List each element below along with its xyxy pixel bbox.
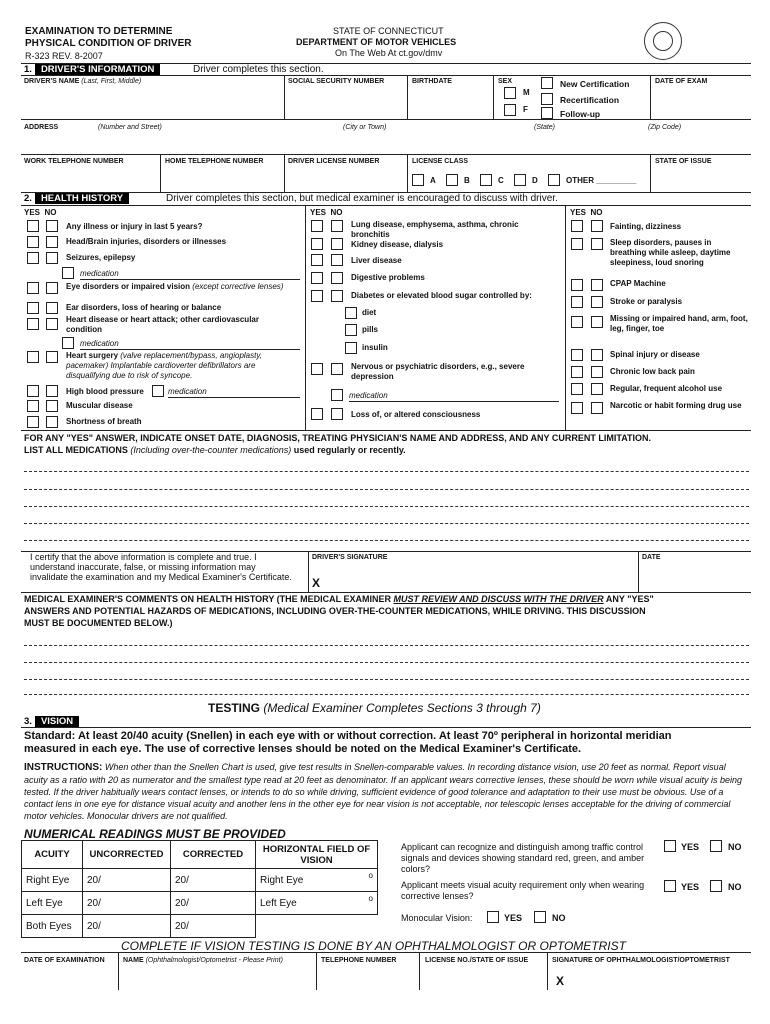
col2-yes-no-header: YES NO: [310, 208, 343, 217]
sleep-disorders-label: Sleep disorders, pauses in breathing while asleep, daytime sleepiness, loud snoring: [610, 238, 731, 267]
nervous-no-checkbox[interactable]: [331, 363, 343, 375]
sex-m-label: M: [523, 88, 530, 97]
address-label: ADDRESS: [24, 124, 59, 131]
stroke-yes-checkbox[interactable]: [571, 296, 583, 308]
history-line-3[interactable]: [24, 506, 749, 507]
monocular-yes-label: YES: [504, 913, 523, 923]
monocular-yes-checkbox[interactable]: [487, 911, 499, 923]
diabetes-pills-label: pills: [362, 325, 379, 334]
kidney-disease-label: Kidney disease, dialysis: [351, 240, 444, 249]
sex-f-label: F: [523, 105, 528, 114]
eye-no-checkbox[interactable]: [46, 282, 58, 294]
certification-statement: I certify that the above information is complete and true. I understand inaccurate, false, or missing information may invalidate the examination and my Medical Examiner's Certificate.: [30, 552, 292, 582]
stroke-label: Stroke or paralysis: [610, 297, 683, 306]
fainting-yes-checkbox[interactable]: [571, 220, 583, 232]
corrective-yes-label: YES: [681, 882, 700, 892]
cpap-no-checkbox[interactable]: [591, 279, 603, 291]
left-eye-uncorrected[interactable]: 20/: [83, 892, 171, 915]
corrective-no-checkbox[interactable]: [710, 880, 722, 892]
alcohol-no-checkbox[interactable]: [591, 383, 603, 395]
seizures-medication-checkbox[interactable]: [62, 267, 74, 279]
ophthalmologist-note: COMPLETE IF VISION TESTING IS DONE BY AN OPHTHALMOLOGIST OR OPTOMETRIST: [121, 939, 626, 953]
col3-yes-no-header: YES NO: [570, 208, 603, 217]
heart-surgery-yes-checkbox[interactable]: [27, 351, 39, 363]
numerical-readings-note: NUMERICAL READINGS MUST BE PROVIDED: [24, 827, 286, 841]
spinal-no-checkbox[interactable]: [591, 349, 603, 361]
vision-acuity-table: [21, 840, 378, 938]
blood-pressure-medication-checkbox[interactable]: [152, 385, 164, 397]
nervous-medication-label: medication: [349, 391, 388, 400]
eye-disorders-label: Eye disorders or impaired vision (except corrective lenses): [66, 282, 284, 291]
heart-medication-checkbox[interactable]: [62, 337, 74, 349]
digestive-problems-label: Digestive problems: [351, 273, 425, 282]
nervous-medication-checkbox[interactable]: [331, 389, 343, 401]
ssn-label: SOCIAL SECURITY NUMBER: [288, 78, 385, 85]
new-certification-label: New Certification: [560, 79, 630, 89]
signature-date-label: DATE: [642, 554, 661, 561]
heart-medication-label: medication: [80, 339, 119, 348]
color-yes-label: YES: [681, 842, 700, 852]
class-b-label: B: [464, 176, 470, 185]
date-of-exam-label: DATE OF EXAM: [655, 78, 708, 85]
section-2-note: Driver completes this section, but medical examiner is encouraged to discuss with driver.: [166, 193, 558, 204]
examiner-name-label: NAME (Ophthalmologist/Optometrist - Please Print): [123, 957, 283, 964]
muscular-no-checkbox[interactable]: [46, 400, 58, 412]
head-injury-label: Head/Brain injuries, disorders or illnesses: [66, 237, 227, 246]
acuity-header: ACUITY: [22, 841, 83, 869]
spinal-injury-label: Spinal injury or disease: [610, 350, 700, 359]
lung-no-checkbox[interactable]: [331, 220, 343, 232]
seizures-yes-checkbox[interactable]: [27, 252, 39, 264]
section-3-header: 3. VISION: [21, 716, 79, 727]
color-recognition-question: Applicant can recognize and distinguish among traffic control signals and devices showing standard red, green, and amber colors?: [401, 842, 645, 874]
consciousness-yes-checkbox[interactable]: [311, 408, 323, 420]
home-telephone-label: HOME TELEPHONE NUMBER: [165, 158, 264, 165]
blood-pressure-yes-checkbox[interactable]: [27, 385, 39, 397]
department-name: DEPARTMENT OF MOTOR VEHICLES: [296, 37, 457, 47]
right-eye-uncorrected[interactable]: 20/: [83, 869, 171, 892]
history-line-5[interactable]: [24, 540, 749, 541]
color-no-label: NO: [728, 842, 742, 852]
col1-yes-no-header: YES NO: [24, 208, 57, 217]
diabetes-label: Diabetes or elevated blood sugar controlled by:: [351, 291, 532, 300]
corrective-yes-checkbox[interactable]: [664, 880, 676, 892]
class-other-checkbox[interactable]: [548, 174, 560, 186]
color-yes-checkbox[interactable]: [664, 840, 676, 852]
license-number-label: DRIVER LICENSE NUMBER: [288, 158, 380, 165]
license-class-label: LICENSE CLASS: [412, 158, 469, 165]
street-hint: (Number and Street): [98, 124, 162, 131]
license-state-label: LICENSE NO./STATE OF ISSUE: [425, 957, 529, 964]
digestive-no-checkbox[interactable]: [331, 272, 343, 284]
heart-no-checkbox[interactable]: [46, 318, 58, 330]
driver-signature-field[interactable]: X: [312, 576, 321, 590]
form-title-line1: EXAMINATION TO DETERMINE: [25, 26, 173, 37]
head-injury-no-checkbox[interactable]: [46, 236, 58, 248]
state-seal-logo: [644, 22, 682, 60]
examiner-comments-header-2: ANSWERS AND POTENTIAL HAZARDS OF MEDICATIONS, INCLUDING OVER-THE-COUNTER MEDICATIONS, WHILE DRIVING. THIS DISCUSSION: [24, 606, 646, 616]
new-certification-checkbox[interactable]: [541, 77, 553, 89]
diabetes-diet-label: diet: [362, 308, 377, 317]
section-1-header: 1. DRIVER'S INFORMATION: [21, 64, 160, 75]
eye-yes-checkbox[interactable]: [27, 282, 39, 294]
list-medications-instruction: LIST ALL MEDICATIONS (Including over-the-counter medications) used regularly or recently.: [24, 445, 406, 455]
history-line-2[interactable]: [24, 489, 749, 490]
breath-yes-checkbox[interactable]: [27, 416, 39, 428]
recertification-checkbox[interactable]: [541, 93, 553, 105]
fainting-label: Fainting, dizziness: [610, 222, 682, 231]
consciousness-label: Loss of, or altered consciousness: [351, 410, 481, 419]
followup-label: Follow-up: [560, 109, 601, 119]
state-name: STATE OF CONNECTICUT: [333, 26, 444, 36]
missing-limb-label: Missing or impaired hand, arm, foot, leg, finger, toe: [610, 314, 748, 333]
back-pain-label: Chronic low back pain: [610, 367, 695, 376]
state-hint: (State): [534, 124, 556, 131]
recertification-label: Recertification: [560, 95, 620, 105]
comments-line-3[interactable]: [24, 679, 749, 680]
diabetes-insulin-label: insulin: [362, 343, 388, 352]
comments-line-4[interactable]: [24, 694, 749, 695]
sex-f-checkbox[interactable]: [504, 104, 516, 116]
cpap-label: CPAP Machine: [610, 279, 666, 288]
class-c-checkbox[interactable]: [480, 174, 492, 186]
city-hint: (City or Town): [343, 124, 387, 131]
back-pain-no-checkbox[interactable]: [591, 366, 603, 378]
sleep-yes-checkbox[interactable]: [571, 238, 583, 250]
narcotic-yes-checkbox[interactable]: [571, 402, 583, 414]
class-a-label: A: [430, 176, 436, 185]
class-d-checkbox[interactable]: [514, 174, 526, 186]
class-b-checkbox[interactable]: [446, 174, 458, 186]
yes-answer-instruction: FOR ANY "YES" ANSWER, INDICATE ONSET DATE, DIAGNOSIS, TREATING PHYSICIAN'S NAME AND ADDRESS, AND ANY CURRENT LIMITATION.: [24, 433, 652, 443]
both-eyes-label: Both Eyes: [22, 915, 83, 938]
spinal-yes-checkbox[interactable]: [571, 349, 583, 361]
illness-no-checkbox[interactable]: [46, 220, 58, 232]
examiner-signature-field[interactable]: X: [556, 974, 565, 988]
work-telephone-label: WORK TELEPHONE NUMBER: [24, 158, 124, 165]
kidney-no-checkbox[interactable]: [331, 238, 343, 250]
monocular-no-checkbox[interactable]: [534, 911, 546, 923]
digestive-yes-checkbox[interactable]: [311, 272, 323, 284]
blood-pressure-no-checkbox[interactable]: [46, 385, 58, 397]
ear-disorders-label: Ear disorders, loss of hearing or balance: [66, 303, 222, 312]
right-eye-field[interactable]: Right Eye o: [256, 869, 378, 892]
diabetes-pills-checkbox[interactable]: [345, 324, 357, 336]
sex-m-checkbox[interactable]: [504, 87, 516, 99]
driver-signature-label: DRIVER'S SIGNATURE: [312, 554, 388, 561]
zip-hint: (Zip Code): [648, 124, 682, 131]
muscular-disease-label: Muscular disease: [66, 401, 133, 410]
diabetes-diet-checkbox[interactable]: [345, 307, 357, 319]
left-eye-corrected[interactable]: 20/: [171, 892, 256, 915]
left-eye-field[interactable]: Left Eye o: [256, 892, 378, 915]
followup-checkbox[interactable]: [541, 107, 553, 119]
lung-disease-label: Lung disease, emphysema, asthma, chronic bronchitis: [351, 220, 519, 239]
both-eyes-uncorrected[interactable]: 20/: [83, 915, 171, 938]
vision-standard-line1: Standard: At least 20/40 acuity (Snellen) in each eye with or without correction. At least 70º peripheral in horizontal meridian: [24, 730, 672, 742]
examiner-comments-header-1: MEDICAL EXAMINER'S COMMENTS ON HEALTH HISTORY (THE MEDICAL EXAMINER MUST REVIEW AND DISCUSS WITH THE DRIVER ANY "YES": [24, 594, 654, 604]
monocular-vision-label: Monocular Vision:: [401, 913, 473, 923]
liver-yes-checkbox[interactable]: [311, 254, 323, 266]
head-injury-yes-checkbox[interactable]: [27, 236, 39, 248]
comments-line-2[interactable]: [24, 662, 749, 663]
telephone-label: TELEPHONE NUMBER: [321, 957, 397, 964]
left-eye-label: Left Eye: [22, 892, 83, 915]
right-eye-corrected[interactable]: 20/: [171, 869, 256, 892]
field-of-vision-header: HORIZONTAL FIELD OF VISION: [256, 841, 378, 869]
class-c-label: C: [498, 176, 504, 185]
corrected-header: CORRECTED: [171, 841, 256, 869]
lung-yes-checkbox[interactable]: [311, 220, 323, 232]
monocular-no-label: NO: [552, 913, 566, 923]
alcohol-use-label: Regular, frequent alcohol use: [610, 384, 723, 393]
testing-header: TESTING (Medical Examiner Completes Sections 3 through 7): [208, 701, 541, 715]
missing-limb-no-checkbox[interactable]: [591, 316, 603, 328]
illness-yes-checkbox[interactable]: [27, 220, 39, 232]
sleep-no-checkbox[interactable]: [591, 238, 603, 250]
shortness-of-breath-label: Shortness of breath: [66, 417, 142, 426]
drivers-name-label: DRIVER'S NAME (Last, First, Middle): [24, 78, 142, 85]
vision-instructions: INSTRUCTIONS: When other than the Snellen Chart is used, give test results in Snellen-comparable values. In recording distance vision, use 20 feet as normal. Report visual acuity as a ratio with 20 as numerator and the smallest type read at 20 feet as denominator. If an applicant wears corrective lenses, these should be worn while visual acuity is being tested. If the driver habitually wears contact lenses, or intends to do so while driving, sufficient evidence of good tolerance and adaptation to their use must be obvious. Use of a contact lens in one eye for distance visual acuity and another lens in the other eye for near vision is not acceptable, nor telescopic lenses acceptable for the driving of commercial motor vehicles. Monocular drivers are not qualified.: [24, 762, 743, 821]
examiner-signature-label: SIGNATURE OF OPHTHALMOLOGIST/OPTOMETRIST: [552, 957, 730, 964]
vision-standard-line2: measured in each eye. The use of corrective lenses should be noted on the Medical Examiner's Certificate.: [24, 743, 582, 755]
form-title-line2: PHYSICAL CONDITION OF DRIVER: [25, 38, 192, 49]
examiner-comments-header-3: MUST BE DOCUMENTED BELOW.): [24, 618, 173, 628]
uncorrected-header: UNCORRECTED: [83, 841, 171, 869]
heart-surgery-label: Heart surgery (valve replacement/bypass, angioplasty, pacemaker) Implantable cardioverter defibrillators are disqualifying due to risk of syncope.: [66, 351, 262, 380]
class-d-label: D: [532, 176, 538, 185]
heart-disease-label: Heart disease or heart attack; other cardiovascular condition: [66, 315, 259, 334]
liver-disease-label: Liver disease: [351, 256, 402, 265]
consciousness-no-checkbox[interactable]: [331, 408, 343, 420]
comments-line-1[interactable]: [24, 645, 749, 646]
nervous-disorders-label: Nervous or psychiatric disorders, e.g., severe depression: [351, 362, 525, 381]
blood-pressure-medication-label: medication: [168, 387, 207, 396]
history-line-4[interactable]: [24, 523, 749, 524]
exam-date-label: DATE OF EXAMINATION: [24, 957, 105, 964]
form-number: R-323 REV. 8-2007: [25, 51, 103, 61]
diabetes-no-checkbox[interactable]: [331, 290, 343, 302]
heart-surgery-no-checkbox[interactable]: [46, 351, 58, 363]
corrective-lens-question: Applicant meets visual acuity requirement only when wearing corrective lenses?: [401, 880, 645, 901]
blood-pressure-label: High blood pressure: [66, 387, 144, 396]
ear-no-checkbox[interactable]: [46, 302, 58, 314]
missing-limb-yes-checkbox[interactable]: [571, 316, 583, 328]
class-a-checkbox[interactable]: [412, 174, 424, 186]
right-eye-label: Right Eye: [22, 869, 83, 892]
narcotic-no-checkbox[interactable]: [591, 402, 603, 414]
state-of-issue-label: STATE OF ISSUE: [655, 158, 712, 165]
narcotic-use-label: Narcotic or habit forming drug use: [610, 401, 742, 410]
kidney-yes-checkbox[interactable]: [311, 238, 323, 250]
heart-yes-checkbox[interactable]: [27, 318, 39, 330]
history-line-1[interactable]: [24, 471, 749, 472]
muscular-yes-checkbox[interactable]: [27, 400, 39, 412]
fainting-no-checkbox[interactable]: [591, 220, 603, 232]
back-pain-yes-checkbox[interactable]: [571, 366, 583, 378]
diabetes-insulin-checkbox[interactable]: [345, 342, 357, 354]
birthdate-label: BIRTHDATE: [412, 78, 452, 85]
stroke-no-checkbox[interactable]: [591, 296, 603, 308]
color-no-checkbox[interactable]: [710, 840, 722, 852]
seizures-medication-label: medication: [80, 269, 119, 278]
nervous-yes-checkbox[interactable]: [311, 363, 323, 375]
liver-no-checkbox[interactable]: [331, 254, 343, 266]
corrective-no-label: NO: [728, 882, 742, 892]
breath-no-checkbox[interactable]: [46, 416, 58, 428]
seizures-label: Seizures, epilepsy: [66, 253, 136, 262]
section-1-note: Driver completes this section.: [193, 64, 324, 75]
website-line: On The Web At ct.gov/dmv: [335, 48, 443, 58]
section-2-header: 2. HEALTH HISTORY: [21, 193, 129, 204]
empty-cell: [256, 915, 378, 938]
sex-label: SEX: [498, 78, 513, 85]
diabetes-yes-checkbox[interactable]: [311, 290, 323, 302]
illness-label: Any illness or injury in last 5 years?: [66, 222, 203, 231]
ear-yes-checkbox[interactable]: [27, 302, 39, 314]
seizures-no-checkbox[interactable]: [46, 252, 58, 264]
alcohol-yes-checkbox[interactable]: [571, 383, 583, 395]
cpap-yes-checkbox[interactable]: [571, 279, 583, 291]
both-eyes-corrected[interactable]: 20/: [171, 915, 256, 938]
class-other-label: OTHER _________: [566, 176, 637, 185]
